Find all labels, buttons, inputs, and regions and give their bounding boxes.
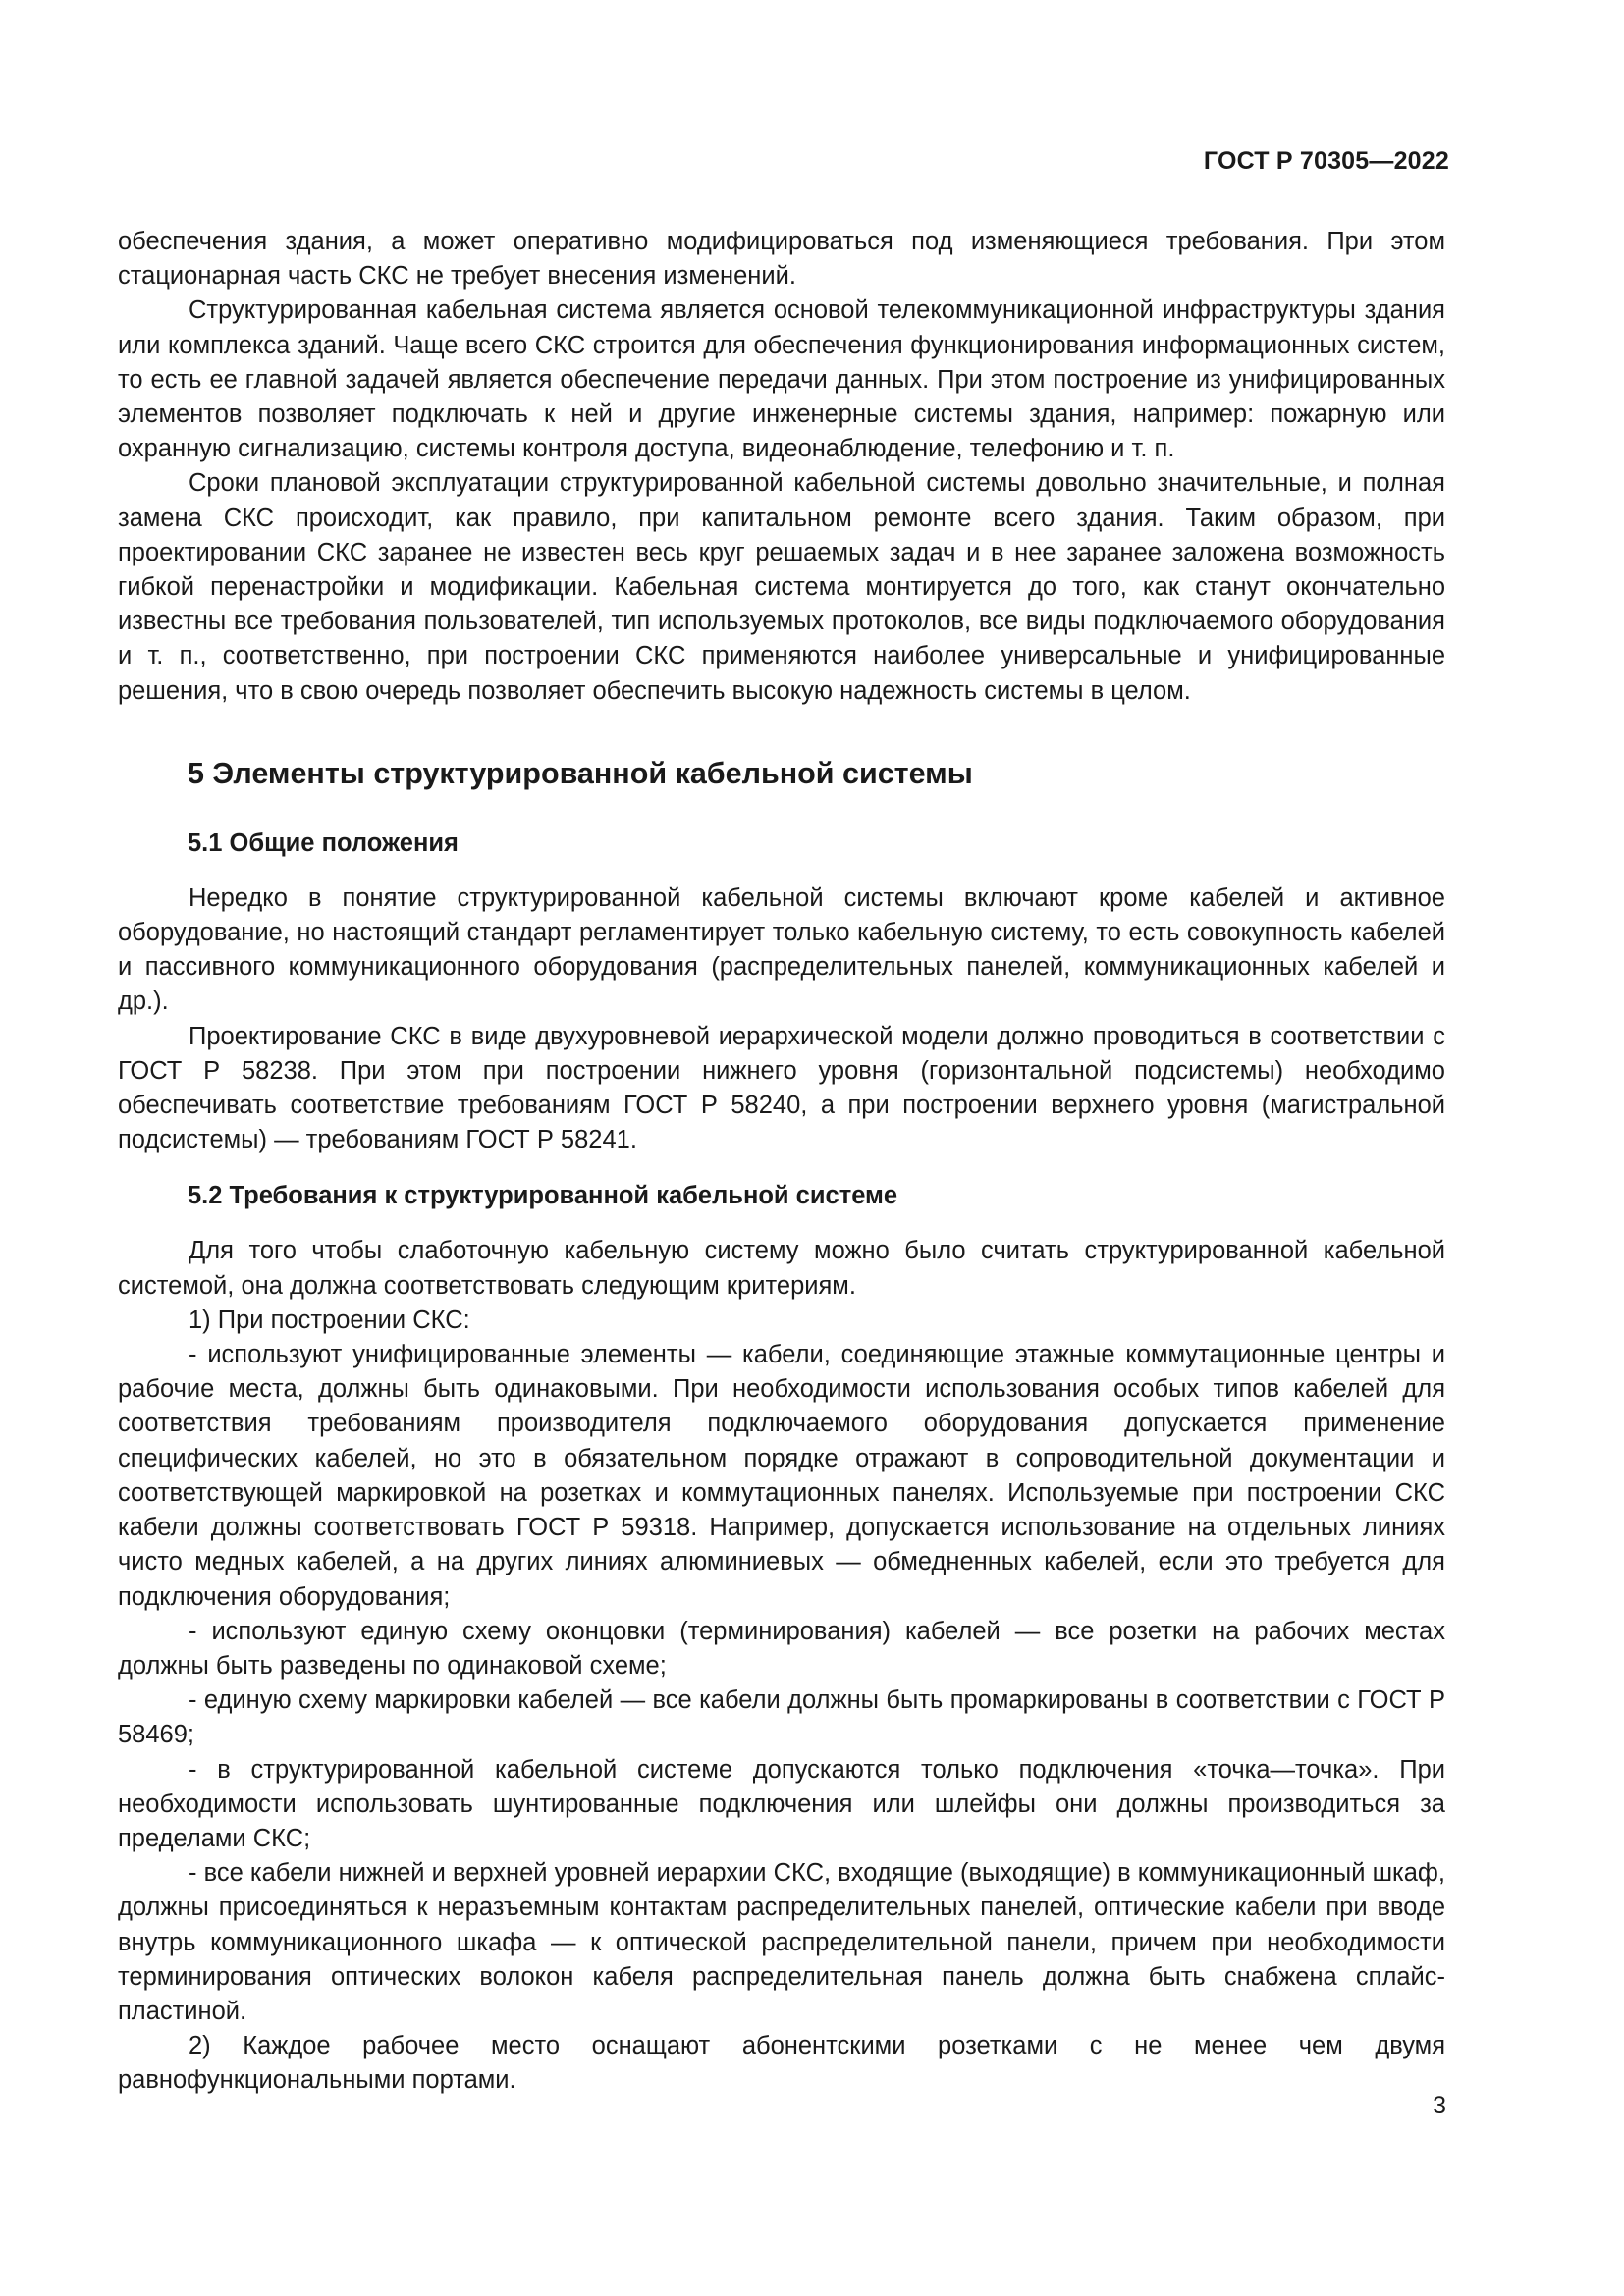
- paragraph-5-1-scope: Нередко в понятие структурированной кабельной системы включают кроме кабелей и активное оборудование, но настоящий стандарт регламентирует только кабельную систему, то есть совокупность кабелей и пассивного коммуникационного оборудования (распределительных панелей, коммуникационных кабелей и др.).: [118, 883, 1445, 1016]
- list-dash-marking: - единую схему маркировки кабелей — все кабели должны быть промаркированы в соответствии с ГОСТ Р 58469;: [118, 1686, 1445, 1749]
- list-dash-termination: - используют единую схему оконцовки (терминирования) кабелей — все розетки на рабочих местах должны быть разведены по одинаковой схеме;: [118, 1617, 1445, 1680]
- paragraph-scs-basis: Структурированная кабельная система является основой телекоммуникационной инфраструктуры здания или комплекса зданий. Чаще всего СКС строится для обеспечения функционирования информационных систем, то есть ее главной задачей является обеспечение передачи данных. При этом построение из унифицированных элементов позволяет подключать к ней и другие инженерные системы здания, например: пожарную или охранную сигнализацию, системы контроля доступа, видеонаблюдение, телефонию и т. п.: [118, 296, 1445, 463]
- list-item-1: 1) При построении СКС:: [189, 1306, 470, 1334]
- list-dash-point-to-point: - в структурированной кабельной системе допускаются только подключения «точка—точка». При необходимости использовать шунтированные подключения или шлейфы они должны производиться за пределами СКС;: [118, 1755, 1445, 1852]
- section-5-heading: 5 Элементы структурированной кабельной системы: [188, 756, 973, 790]
- list-dash-unified-elements: - используют унифицированные элементы — кабели, соединяющие этажные коммутационные центры и рабочие места, должны быть одинаковыми. При необходимости использования особых типов кабелей для соответствия требованиям производителя подключаемого оборудования допускается применение специфических кабелей, но это в обязательном порядке отражают в сопроводительной документации и соответствующей маркировкой на розетках и коммутационных панелях. Используемые при построении СКС кабели должны соответствовать ГОСТ Р 59318. Например, допускается использование на отдельных линиях чисто медных кабелей, а на других линиях алюминиевых — обмедненных кабелей, если это требуется для подключения оборудования;: [118, 1341, 1445, 1611]
- paragraph-5-1-design: Проектирование СКС в виде двухуровневой иерархической модели должно проводиться в соответствии с ГОСТ Р 58238. При этом при построении нижнего уровня (горизонтальной подсистемы) необходимо обеспечивать соответствие требованиям ГОСТ Р 58240, а при построении верхнего уровня (магистральной подсистемы) — требованиям ГОСТ Р 58241.: [118, 1022, 1445, 1154]
- subsection-5-2-heading: 5.2 Требования к структурированной кабельной системе: [188, 1182, 898, 1210]
- paragraph-continuation: обеспечения здания, а может оперативно модифицироваться под изменяющиеся требования. При этом стационарная часть СКС не требует внесения изменений.: [118, 228, 1445, 291]
- paragraph-scs-lifetime: Сроки плановой эксплуатации структурированной кабельной системы довольно значительные, и полная замена СКС происходит, как правило, при капитальном ремонте всего здания. Таким образом, при проектировании СКС заранее не известен весь круг решаемых задач и в нее заранее заложена возможность гибкой перенастройки и модификации. Кабельная система монтируется до того, как станут окончательно известны все требования пользователей, тип используемых протоколов, все виды подключаемого оборудования и т. п., соответственно, при построении СКС применяются наиболее универсальные и унифицированные решения, что в свою очередь позволяет обеспечить высокую надежность системы в целом.: [118, 469, 1445, 705]
- document-body: [118, 225, 1445, 2099]
- document-header: ГОСТ Р 70305—2022: [1203, 147, 1449, 175]
- paragraph-5-2-criteria: Для того чтобы слаботочную кабельную систему можно было считать структурированной кабельной системой, она должна соответствовать следующим критериям.: [118, 1237, 1445, 1300]
- subsection-5-1-heading: 5.1 Общие положения: [188, 828, 459, 857]
- list-dash-panels: - все кабели нижней и верхней уровней иерархии СКС, входящие (выходящие) в коммуникационный шкаф, должны присоединяться к неразъемным контактам распределительных панелей, оптические кабели при вводе внутрь коммуникационного шкафа — к оптической распределительной панели, причем при необходимости терминирования оптических волокон кабеля распределительная панель должна быть снабжена сплайс-пластиной.: [118, 1859, 1445, 2025]
- list-item-2: 2) Каждое рабочее место оснащают абонентскими розетками с не менее чем двумя равнофункциональными портами.: [118, 2032, 1445, 2095]
- page-number: 3: [1433, 2092, 1446, 2119]
